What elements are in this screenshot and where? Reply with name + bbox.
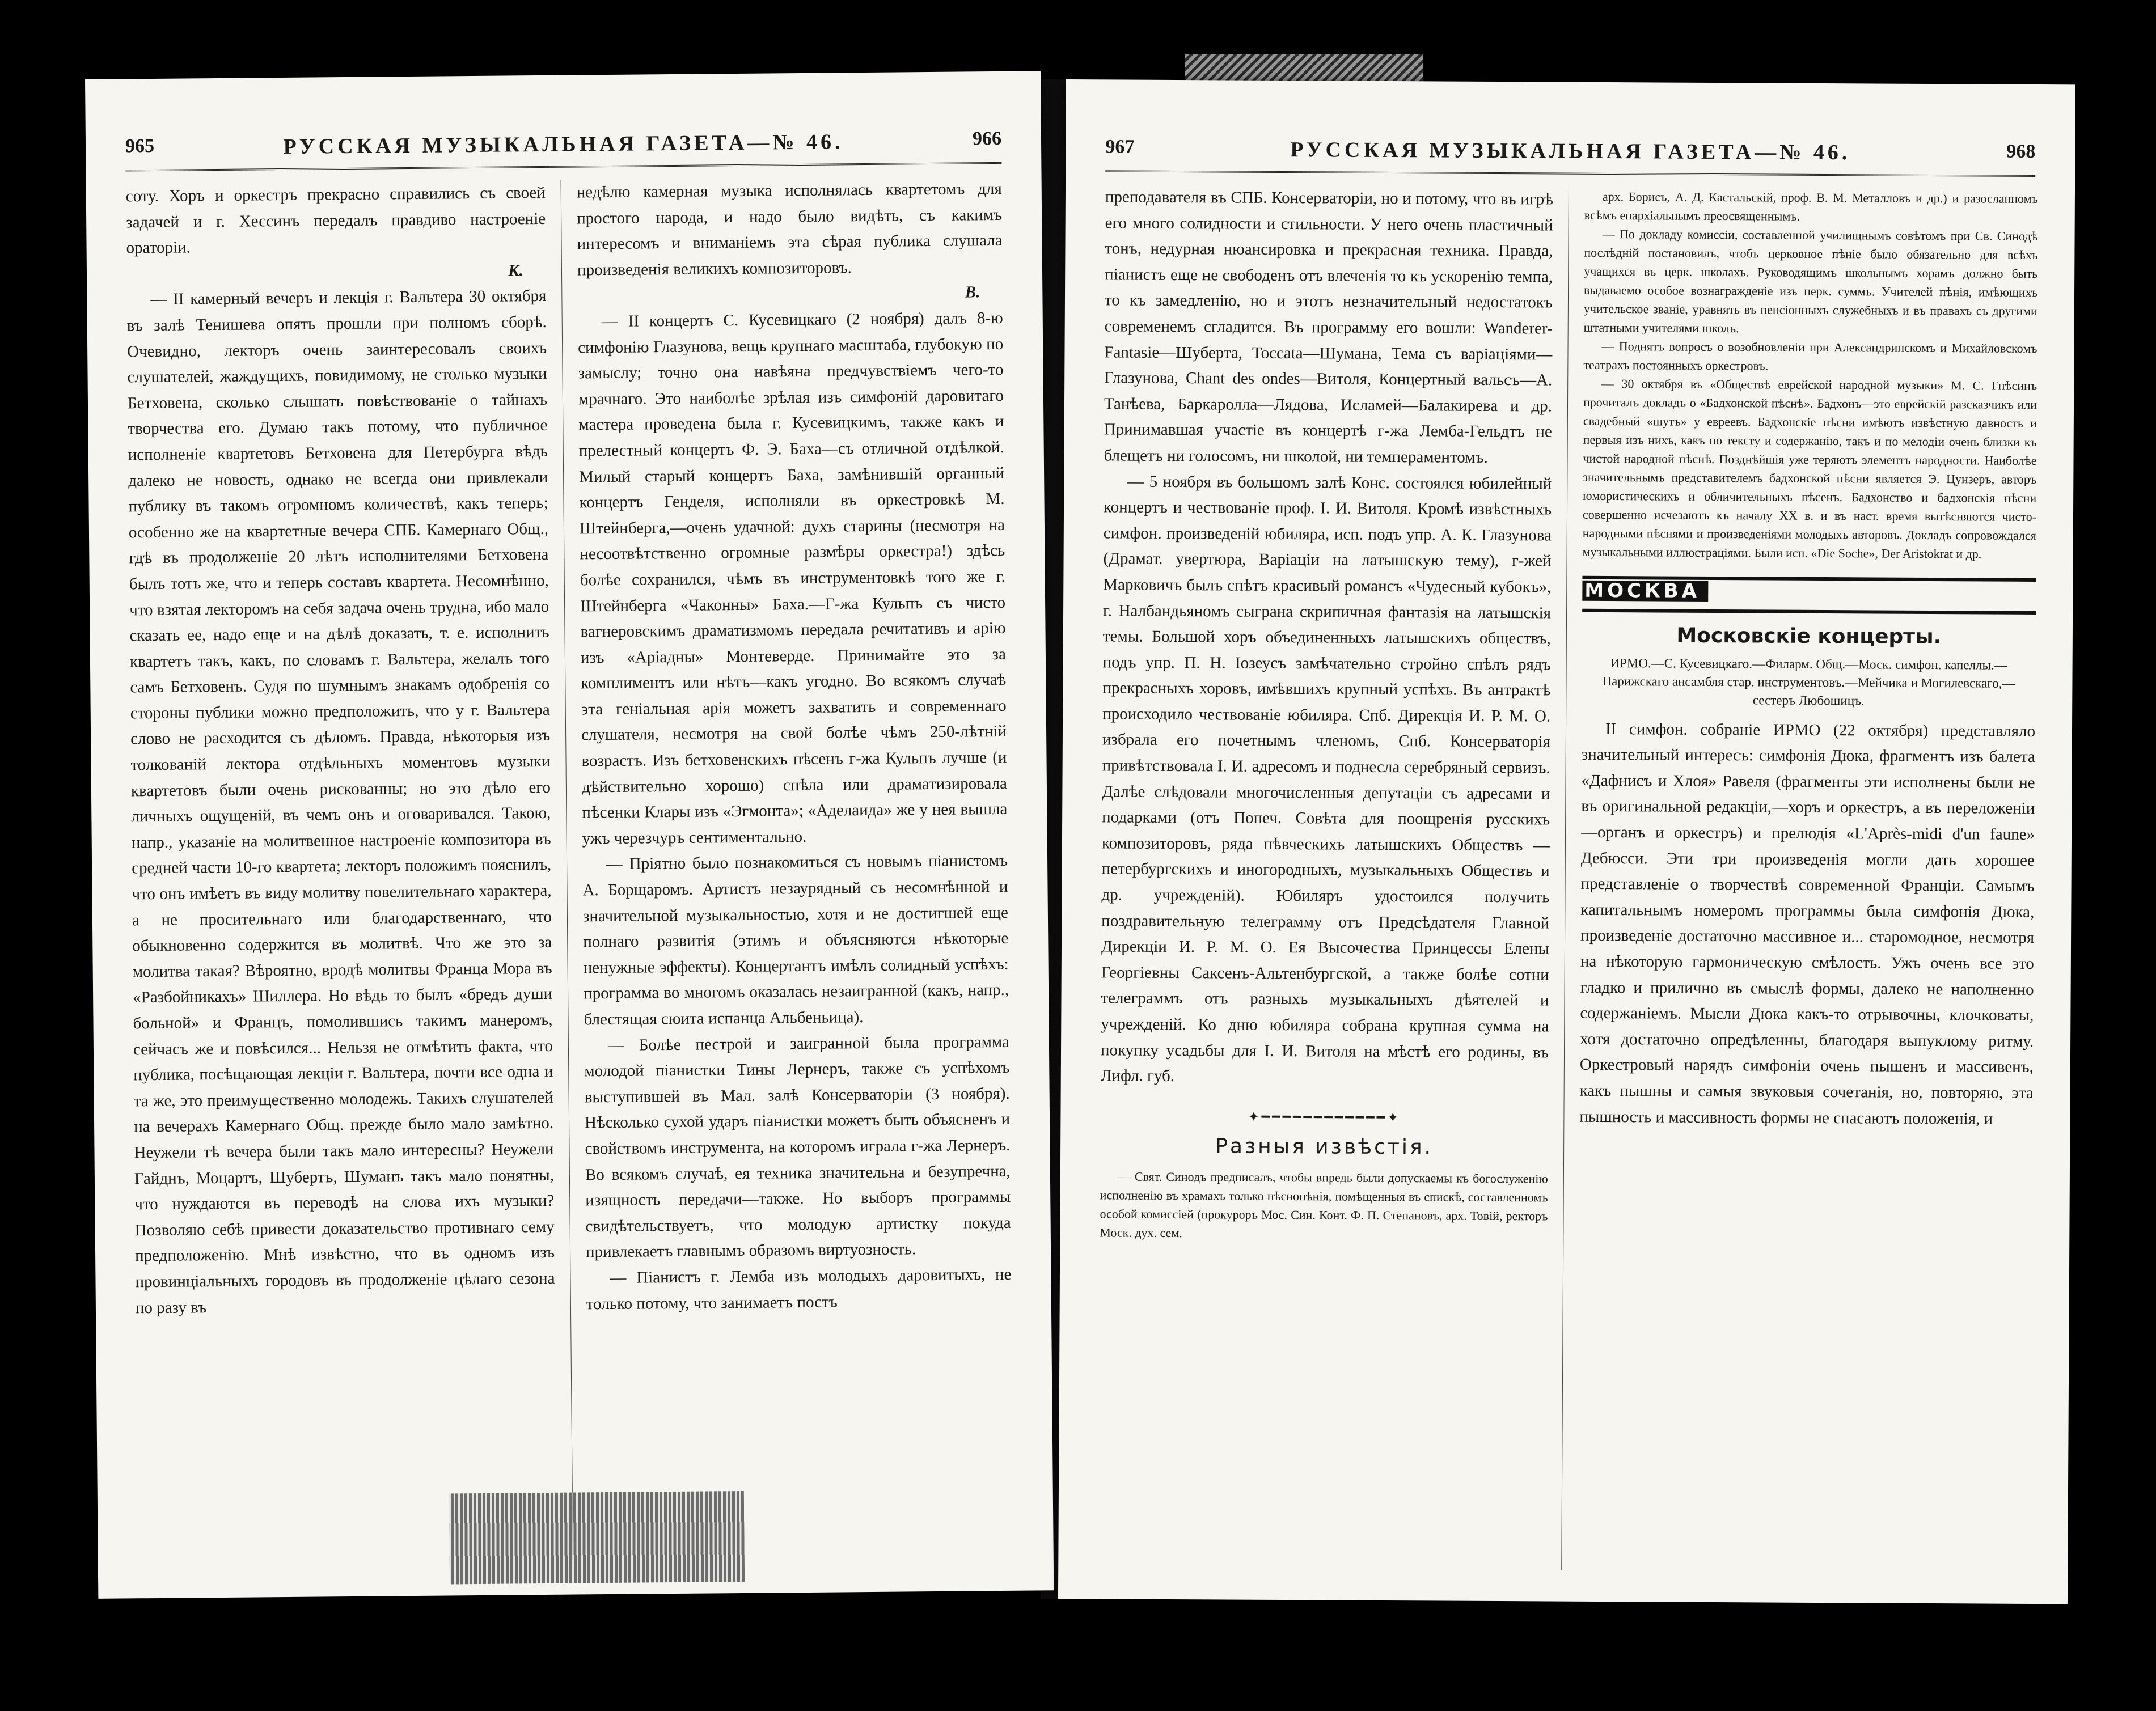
moskva-section-header xyxy=(1582,576,2036,615)
article-paragraph: соту. Хоръ и оркестръ прекрасно справились съ своей задачей и г. Хессинъ передалъ правдиво настроеніе ораторіи. xyxy=(125,183,546,257)
right-page xyxy=(1058,79,2075,1604)
section-title-raznye: Разныя извѣстія. xyxy=(1215,1134,1434,1159)
page-number-965: 965 xyxy=(125,135,155,157)
left-page-column-2 xyxy=(577,176,1014,1563)
news-item: арх. Борисъ, А. Д. Кастальскій, проф. В. М. Металловъ и др.) и разосланномъ всѣмъ епархіальнымъ преосвященнымъ. xyxy=(1584,189,2038,223)
left-page xyxy=(85,71,1054,1599)
moscow-concerts-summary: ИРМО.—С. Кусевицкаго.—Филарм. Общ.—Моск. симфон. капеллы.—Парижскаго ансамбля стар. инструментовъ.—Мейчика и Могилевскаго,—сестеръ Любошицъ. xyxy=(1602,655,2015,708)
article-paragraph: — Піанистъ г. Лемба изъ молодыхъ даровитыхъ, не только потому, что занимаетъ постъ xyxy=(586,1265,1012,1313)
left-page-column-1 xyxy=(126,180,557,1567)
page-number-967: 967 xyxy=(1105,136,1135,158)
right-running-head xyxy=(1105,136,2035,177)
author-signature: В. xyxy=(965,283,980,302)
left-running-head xyxy=(125,128,1001,171)
moskva-label: МОСКВА xyxy=(1582,581,1708,602)
news-item: — Свят. Синодъ предписалъ, чтобы впредь были допускаемы къ богослуженію исполненію въ храмахъ только пѣснопѣнія, помѣщенныя въ спискѣ, составленномъ особой комиссіей (прокуроръ Мос. Син. Конт. Ф. П. Степановъ, арх. Товій, ректоръ Моск. дух. сем. xyxy=(1100,1169,1548,1240)
article-paragraph: — Пріятно было познакомиться съ новымъ піанистомъ А. Борщаромъ. Артистъ незаурядный съ несомнѣнной и значительной музыкальностью, хотя и не достигшей еще полнаго развитія (этимъ и объясняются нѣкоторые ненужные эффекты). Концертантъ имѣлъ солидный успѣхъ: программа во многомъ оказалась незаигранной (какъ, напр., блестящая сюита испанца Альбеньица). xyxy=(582,852,1009,1029)
news-item-block xyxy=(1100,1167,1548,1244)
article-paragraph: преподавателя въ СПБ. Консерваторіи, но и потому, что въ игрѣ его много солидности и стильности. У него очень пластичный тонъ, недурная нюансировка и прекрасная техника. Правда, піанистъ еще не свободенъ отъ влеченія то къ ускоренію темпа, то къ замедленію, но и этотъ незначительный недостатокъ современемъ сгладится. Въ программу его вошли: Wanderer-Fantasie—Шуберта, Toccata—Шумана, Тема съ варіаціями—Глазунова, Chant des ondes—Витоля, Концертный вальсъ—А. Танѣева, Баркаролла—Лядова, Исламей—Балакирева и др. Принимавшая участіе въ концертѣ г-жа Лемба-Гельдтъ не блещетъ ни голосомъ, ни школой, ни темпераментомъ. xyxy=(1104,188,1553,467)
article-paragraph: — Болѣе пестрой и заигранной была программа молодой піанистки Тины Лернеръ, также съ успѣхомъ выступившей въ Мал. залѣ Консерваторіи (3 ноября). Нѣсколько сухой ударъ піанистки можетъ быть объясненъ и свойствомъ инструмента, на которомъ играла г-жа Лернеръ. Во всякомъ случаѣ, ея техника значительна и безупречна, изящность передачи—также. Но выборъ программы свидѣтельствуетъ, что молодую артистку покуда привлекаетъ главнымъ образомъ виртуозность. xyxy=(584,1032,1011,1261)
newspaper-title: РУССКАЯ МУЗЫКАЛЬНАЯ ГАЗЕТА—№ 46. xyxy=(283,130,844,159)
page-number-966: 966 xyxy=(972,128,1002,150)
article-paragraph: — 5 ноября въ большомъ залѣ Конс. состоялся юбилейный концертъ и чествованіе проф. I. И. Витоля. Кромѣ извѣстныхъ симфон. произведеній юбиляра, исп. подъ упр. А. К. Глазунова (Драмат. увертюра, Варіаціи на латышскую тему), г-жей Марковичъ былъ спѣтъ красивый романсъ «Чудесный кубокъ», г. Налбандьяномъ сыграна скрипичная фантазія на латышскія темы. Большой хоръ объединенныхъ латышскихъ обществъ, подъ упр. П. Н. Іозеусъ замѣчательно стройно спѣлъ рядъ прекрасныхъ хоровъ, имѣвшихъ крупный успѣхъ. Въ антрактѣ происходило чествованіе юбиляра. Спб. Дирекція И. Р. М. О. избрала его почетнымъ членомъ, Спб. Консерваторія привѣтствовала I. И. адресомъ и поднесла серебряный сервизъ. Далѣе слѣдовали многочисленныя депутаціи съ адресами и подарками (отъ Попеч. Совѣта для поощренія русскихъ композиторовъ, ряда пѣвческихъ латышскихъ Обществъ — петербургскихъ и иногородныхъ, музыкальныхъ Обществъ и др. учрежденій). Юбиляръ удостоился получить поздравительную телеграмму отъ Предсѣдателя Главной Дирекціи И. Р. М. О. Ея Высочества Принцессы Елены Георгіевны Саксенъ-Альтенбургской, а также болѣе сотни телеграммъ отъ разныхъ музыкальныхъ дѣятелей и учрежденій. Ко дню юбиляра собрана крупная сумма на покупку усадьбы для I. И. Витоля на мѣстѣ его родины, въ Лифл. губ. xyxy=(1100,472,1552,1086)
page-number-968: 968 xyxy=(2006,141,2036,162)
column-rule xyxy=(561,180,573,1564)
newspaper-title: РУССКАЯ МУЗЫКАЛЬНАЯ ГАЗЕТА—№ 46. xyxy=(1290,138,1851,165)
news-item: — Поднятъ вопросъ о возобновленіи при Александринскомъ и Михайловскомъ театрахъ постоянныхъ оркестровъ. xyxy=(1583,338,2037,373)
news-item: — По докладу комиссіи, составленной училищнымъ совѣтомъ при Св. Синодѣ послѣдній постановилъ, чтобъ церковное пѣніе было обязательно для всѣхъ учащихся въ церк. школахъ. Руководящимъ школьнымъ хорамъ должно быть выдаваемо особое вознагражденіе изъ перк. суммъ. Учителей пѣнія, имѣющихъ учительское званіе, уравнять въ пенсіонныхъ служебныхъ и въ правахъ съ другими штатными учителями школъ. xyxy=(1583,226,2038,336)
article-paragraph: II симфон. собраніе ИРМО (22 октября) представляло значительный интересъ: симфонія Дюка, фрагментъ изъ балета «Дафнисъ и Хлоя» Равеля (фрагменты эти исполнены были не въ оригинальной редакціи,—хоръ и оркестръ, а въ переложеніи—органъ и оркестръ) и прелюдія «L'Après-midi d'un faune» Дебюсси. Эти три произведенія могли дать хорошее представленіе о творчествѣ современной Франціи. Самымъ капитальнымъ номеромъ программы была симфонія Дюка, произведеніе достаточно массивное и... старомодное, несмотря на нѣкоторую гармоническую смѣлость. Ужъ очень все это гладко и прилично въ смыслѣ формы, далеко не наполненно содержаніемъ. Мысли Дюка какъ-то отрывочны, клочковаты, хотя достаточно опредѣленны, благодаря выпуклому ритму. Оркестровый нарядъ симфоніи очень пышенъ и массивенъ, какъ пышны и самыя звуковыя сочетанія, но, повторяю, эта пышность и массивность формы не спасаютъ положенія, и xyxy=(1579,719,2036,1128)
news-item: — 30 октября въ «Обществѣ еврейской народной музыки» М. С. Гнѣсинъ прочиталъ докладъ о «Бадхонской пѣснѣ». Бадхонъ—это еврейскій разсказчикъ или свадебный «шутъ» у евреевъ. Бадхонскіе пѣсни имѣютъ извѣстную давность и первыя изъ нихъ, какъ по тексту и содержанію, такъ и по мелодіи очень близки къ чистой народной пѣснѣ. Позднѣйшія уже теряютъ элементъ народности. Наиболѣе значительнымъ представителемъ бадхонской пѣсни является Э. Цунзеръ, авторъ юмористическихъ и обличительныхъ пѣсенъ. Бадхонство и бадхонскія пѣсни совершенно исчезаютъ къ началу XX в. и въ наст. время вытѣсняются чисто-народными пѣснями и произведеніями молодыхъ авторовъ. Докладъ сопровождался музыкальными иллюстраціями. Были исп. «Die Soche», Der Aristokrat и др. xyxy=(1582,376,2037,561)
article-paragraph: — II камерный вечеръ и лекція г. Вальтера 30 октября въ залѣ Тенишева опять прошли при полномъ сборѣ. Очевидно, лекторъ очень заинтересовалъ своихъ слушателей, жаждущихъ, повидимому, не столько музыки Бетховена, сколько слышать повѣствованіе о тайнахъ творчества его. Думаю такъ потому, что публичное исполненіе квартетовъ Бетховена для Петербурга вѣдь далеко не новость, однако не всегда они привлекали публику въ такомъ огромномъ количествѣ, какъ теперь; особенно же на квартетные вечера СПБ. Камернаго Общ., гдѣ въ продолженіе 20 лѣтъ исполнителями Бетховена былъ тотъ же, что и теперь составъ квартета. Несомнѣнно, что взятая лекторомъ на себя задача очень трудна, ибо мало сказать ее, надо еще и на дѣлѣ доказать, т. е. исполнить квартетъ такъ, какъ, по словамъ г. Вальтера, желалъ того самъ Бетховенъ. Судя по шумнымъ знакамъ одобренія со стороны публики можно предположить, что у г. Вальтера слово не расходится съ дѣломъ. Правда, нѣкоторыя изъ толкованій лектора отдѣльныхъ моментовъ музыки квартетовъ были очень рискованны; но это дѣло его личныхъ ощущеній, въ чемъ онъ и оговаривался. Такою, напр., указаніе на молитвенное настроеніе композитора въ средней части 10-го квартета; лекторъ положимъ пояснилъ, что онъ имѣетъ въ виду молитву повелительнаго характера, а не просительнаго или благодарственнаго, что обыкновенно содержится въ молитвѣ. Что же это за молитва такая? Вѣроятно, вродѣ молитвы Франца Мора въ «Разбойникахъ» Шиллера. Но вѣдь то былъ «бредъ души больной» и Францъ, помолившись такимъ манеромъ, сейчасъ же и повѣсился... Нельзя не отмѣтить факта, что публика, посѣщающая лекціи г. Вальтера, почти все одна и та же, это преимущественно молодежь. Такихъ слушателей на вечерахъ Камернаго Общ. прежде было мало замѣтно. Неужели тѣ вечера были такъ мало интересны? Неужели Гайднъ, Моцартъ, Шубертъ, Шуманъ такъ мало понятны, что нуждаются въ переводѣ на слова ихъ музыки? Позволяю себѣ привести доказательство противнаго сему предположенію. Мнѣ извѣстно, что въ одномъ изъ провинціальныхъ городовъ въ продолженіе цѣлаго сезона по разу въ xyxy=(126,287,555,1317)
article-paragraph: — II концертъ С. Кусевицкаго (2 ноября) далъ 8-ю симфонію Глазунова, вещь крупнаго масштаба, глубокую по замыслу; точно она навѣяна предчувствіемъ чего-то мрачнаго. Это наиболѣе зрѣлая изъ симфоній даровитаго мастера проведена была г. Кусевицкимъ, также какъ и прелестный концертъ Ф. Э. Баха—съ отличной отдѣлкой. Милый старый концертъ Баха, замѣнившій органный концертъ Генделя, исполняли въ оркестровкѣ М. Штейнберга,—очень удачной: духъ старины (несмотря на несоотвѣтственно огромные размѣры оркестра!) здѣсь болѣе сохранился, чѣмъ въ инструментовкѣ того же г. Штейнберга «Чаконны» Баха.—Г-жа Кульпъ съ чисто вагнеровскимъ драматизмомъ передала речитативъ и арію изъ «Аріадны» Монтеверде. Принимайте это за комплиментъ или нѣтъ—какъ угодно. Во всякомъ случаѣ эта геніальная арія можетъ захватить и современнаго слушателя, несмотря на свой болѣе чѣмъ 250-лѣтній возрастъ. Изъ бетховенскихъ пѣсенъ г-жа Кульпъ лучше (и дѣйствительно хорошо) спѣла или драматизировала пѣсенки Клары изъ «Эгмонта»; «Аделаида» же у нея вышла ужъ черезчуръ сентиментально. xyxy=(578,308,1008,848)
author-signature: К. xyxy=(508,261,524,280)
moscow-concerts-title: Московскіе концерты. xyxy=(1676,624,1942,649)
binding-strip xyxy=(449,1491,745,1585)
section-ornament: ✦━━━━━━━━━━━━✦ xyxy=(1248,1109,1401,1125)
right-page-column-1 xyxy=(1098,184,1553,1570)
article-paragraph: недѣлю камерная музыка исполнялась квартетомъ для простого народа, и надо было видѣть, съ какимъ интересомъ и вниманіемъ эта сѣрая публика слушала произведенія великихъ композиторовъ. xyxy=(576,179,1003,279)
news-items-continued xyxy=(1583,187,2038,564)
right-page-column-2 xyxy=(1577,187,2038,1573)
column-rule xyxy=(1561,187,1569,1570)
